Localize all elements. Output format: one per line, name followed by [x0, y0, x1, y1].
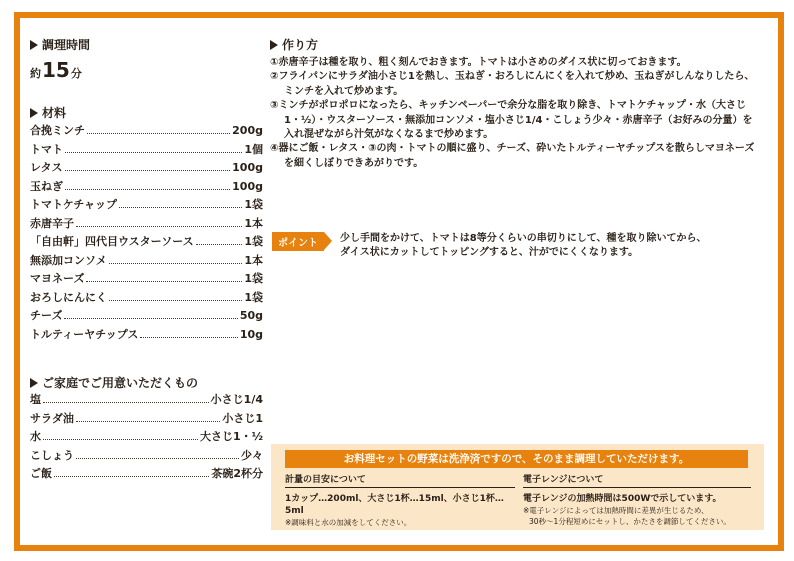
ingredient-qty: 1本 [244, 253, 263, 267]
directions-heading [270, 36, 318, 53]
ingredients-heading-label: 材料 [42, 106, 67, 120]
list-item [30, 215, 263, 234]
measure-body: 1カップ…200ml、大さじ1杯…15ml、小さじ1杯…5ml [285, 494, 504, 516]
list-item [30, 233, 263, 252]
list-item [30, 326, 263, 345]
home-item-name: ご飯 [30, 467, 52, 480]
directions-steps [270, 56, 760, 171]
cooking-time-number: 15 [42, 58, 70, 82]
microwave-body: 電子レンジの加熱時間は500Wで示しています。 [523, 494, 722, 504]
dot-leader [196, 244, 243, 245]
notice-box [271, 444, 764, 530]
dot-leader [43, 402, 209, 403]
list-item [30, 307, 263, 326]
home-item-name: 塩 [30, 393, 41, 406]
microwave-note-2: 30秒～1分程短めにセットし、かたさを調節してください。 [529, 517, 731, 526]
dot-leader [86, 281, 242, 282]
dot-leader [65, 189, 230, 190]
triangle-bullet-icon [30, 108, 38, 118]
ingredient-qty: 100g [232, 179, 263, 193]
ingredient-qty: 1袋 [244, 290, 263, 304]
dot-leader [54, 476, 209, 477]
ingredients-heading [30, 104, 66, 121]
ingredient-name: 赤唐辛子 [30, 216, 74, 230]
list-item [30, 289, 263, 308]
step-2: ②フライパンにサラダ油小さじ1を熱し、玉ねぎ・おろしにんにくを入れて炒め、玉ねぎがしんなりしたら、ミンチを入れて炒めます。 [270, 71, 755, 97]
ingredient-name: レタス [30, 161, 63, 174]
ingredient-name: 「自由軒」四代目ウスターソース [30, 235, 194, 248]
microwave-note [523, 472, 751, 527]
ingredient-qty: 1袋 [244, 235, 263, 248]
ingredient-name: チーズ [30, 309, 63, 322]
list-item [30, 447, 263, 466]
home-item-qty: 小さじ1 [222, 411, 263, 425]
dot-leader [76, 226, 242, 227]
ingredient-name: おろしにんにく [30, 290, 107, 304]
home-item-qty: 小さじ1/4 [210, 393, 263, 406]
home-item-qty: 茶碗2杯分 [211, 467, 263, 480]
measure-title: 計量の目安について [285, 472, 515, 488]
dot-leader [119, 207, 242, 208]
step-1: ①赤唐辛子は種を取り、粗く刻んでおきます。トマトは小さめのダイス状に切っておきます。 [270, 57, 687, 68]
dot-leader [109, 263, 243, 264]
triangle-bullet-icon [270, 40, 278, 50]
ingredient-name: 玉ねぎ [30, 179, 63, 193]
ingredient-qty: 10g [239, 327, 263, 341]
home-item-name: サラダ油 [30, 411, 74, 425]
cooking-time-value [30, 58, 82, 82]
ingredients-list [30, 122, 263, 344]
dot-leader [76, 421, 220, 422]
home-items-heading-label: ご家庭でご用意いただくもの [42, 376, 199, 390]
ingredient-qty: 200g [232, 124, 263, 137]
cooking-time-prefix: 約 [30, 67, 41, 80]
home-items-list [30, 391, 263, 484]
home-item-qty: 少々 [241, 448, 263, 462]
home-items-heading [30, 374, 198, 391]
point-badge: ポイント [272, 232, 324, 251]
point-tip [272, 232, 707, 260]
dot-leader [109, 300, 242, 301]
triangle-bullet-icon [30, 40, 38, 50]
list-item [30, 428, 263, 447]
dot-leader [87, 133, 230, 134]
ingredient-qty: 100g [232, 161, 263, 174]
step-4: ④器にご飯・レタス・③の肉・トマトの順に盛り、チーズ、砕いたトルティーヤチップスを散らしマヨネーズを細くしぼりできあがりです。 [270, 143, 755, 169]
dot-leader [140, 337, 237, 338]
dot-leader [65, 152, 242, 153]
ingredient-qty: 1袋 [244, 272, 263, 285]
ingredient-name: トルティーヤチップス [30, 327, 139, 341]
list-item [30, 141, 263, 160]
list-item [30, 159, 263, 178]
list-item [30, 270, 263, 289]
ingredient-name: トマト [30, 142, 63, 156]
microwave-title: 電子レンジについて [523, 472, 751, 488]
notice-banner: お料理セットの野菜は洗浄済ですので、そのまま調理していただけます。 [285, 450, 748, 468]
list-item [30, 465, 263, 484]
home-item-qty: 大さじ1・½ [199, 430, 263, 443]
dot-leader [64, 318, 237, 319]
home-item-name: こしょう [30, 448, 74, 462]
step-3: ③ミンチがポロポロになったら、キッチンペーパーで余分な脂を取り除き、トマトケチャップ・水（大さじ1・½）・ウスターソース・無添加コンソメ・塩小さじ1/4・こしょう少々・赤唐辛子（お好みの分量）を入れ混ぜながら汁気がなくなるまで炒めます。 [270, 100, 753, 141]
list-item [30, 196, 263, 215]
list-item [30, 410, 263, 429]
ingredient-name: トマトケチャップ [30, 198, 118, 211]
point-line-1: 少し手間をかけて、トマトは8等分くらいの串切りにして、種を取り除いてから、 [340, 233, 707, 244]
dot-leader [65, 170, 231, 171]
dot-leader [43, 439, 198, 440]
cooking-time-unit: 分 [70, 67, 82, 80]
microwave-note-1: ※電子レンジによっては加熱時間に差異が生じるため、 [523, 506, 709, 515]
cooking-time-heading-label: 調理時間 [42, 38, 91, 52]
home-item-name: 水 [30, 430, 41, 443]
ingredient-qty: 1本 [244, 216, 263, 230]
cooking-time-heading [30, 36, 90, 53]
dot-leader [76, 458, 239, 459]
directions-heading-label: 作り方 [282, 38, 319, 52]
ingredient-name: 合挽ミンチ [30, 124, 85, 137]
triangle-bullet-icon [30, 378, 38, 388]
measure-note-text: ※調味料と水の加減をしてください。 [285, 518, 412, 527]
ingredient-name: 無添加コンソメ [30, 253, 107, 267]
list-item [30, 122, 263, 141]
list-item [30, 391, 263, 410]
measure-note [285, 472, 515, 528]
point-text [340, 232, 707, 260]
ingredient-qty: 1個 [244, 142, 263, 156]
ingredient-name: マヨネーズ [30, 272, 85, 285]
ingredient-qty: 50g [239, 309, 263, 322]
point-line-2: ダイス状にカットしてトッピングすると、汁がでにくくなります。 [340, 247, 639, 258]
ingredient-qty: 1袋 [244, 198, 263, 211]
list-item [30, 252, 263, 271]
list-item [30, 178, 263, 197]
